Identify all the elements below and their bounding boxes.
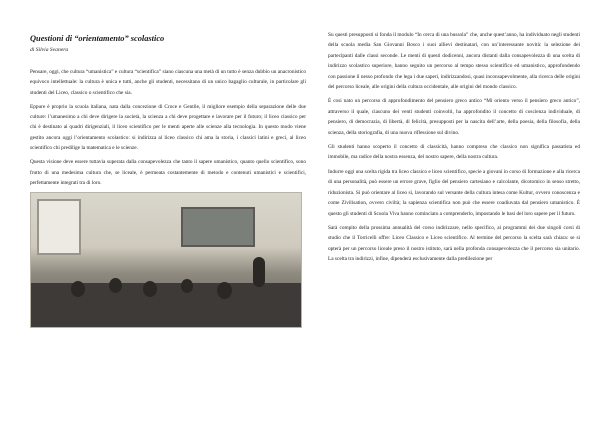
paragraph: Sarà compito della prossima annualità del corso indirizzare, nello specifico, ai programmi dei due singoli corsi di studio che il Torricelli offre: Liceo Classico e Liceo scientifico. Al termine del percorso la scelta sarà chiara: se si opterà per un percorso liceale preso il nostro istituto, sarà nella profonda consapevolezza che il percorso sia unitario. La scelta tra indirizzi, infine, dipenderà esclusivamente dalla predilezione per bbox=[328, 224, 580, 263]
paragraph: Eppure è proprio la scuola italiana, nata dalla concezione di Croce e Gentile, il migliore esempio della separazione delle due culture: l’umanesimo a chi deve dirigere la società, la scienza a chi deve progettare e lavorare per il futuro; il liceo classico per chi è destinato ai quadri dirigenziali, il liceo scientifico per le menti aperte alle scienze alla tecnologia. In questo modo viene gestito ancora oggi l’orientamento scolastico: si indirizza al liceo classico chi ama la storia, i classici latini e greci, al liceo scientifico chi predilige la matematica e le scienze. bbox=[30, 103, 306, 152]
right-column bbox=[328, 30, 580, 269]
paragraph: Gli studenti hanno scoperto il concetto di classicità, hanno compreso che classico non significa passatista ed immobile, ma radice della nostra essenza, del nostro sapere, della nostra cultura. bbox=[328, 144, 580, 161]
paragraph: Pensare, oggi, che cultura “umanistica” e cultura “scientifica” siano ciascuna una metà di un tutto è senza dubbio un anacronistico equivoco intellettuale: la cultura è unica e tutti, anche gli studenti, necessitano di un unico bagaglio culturale, in particolare gli studenti del Liceo, classico o scientifico che sia. bbox=[30, 69, 306, 96]
article-title: Questioni di “orientamento” scolastico bbox=[30, 34, 165, 43]
paragraph: È cosi nato un percorso di approfondimento del pensiero greco antico “Mi oriento verso il pensiero greco antico”, attraverso il quale, ciascuno dei venti studenti coinvolti, ha approfondito il concetto di coscienza individuale, di pensiero, di democrazia, di libertà, di felicità, presupposti per la nascita dell’arte, della poesia, della filosofia, della scienza, della storiografia, di una nuova riflessione sul divino. bbox=[328, 98, 580, 136]
paragraph: Indurre oggi una scelta rigida tra liceo classico e liceo scientifico, specie a giovani in corso di formazione e alla ricerca di una personalità, può essere un errore grave, figlio del pensiero cartesiano e calcolante, dicotomico in senso stretto, riduzionista. Si può orientare al liceo sì, lavorando sul versante della cultura intesa come Kultur, ovvero conoscenza e come Zivilisation, ovvero civiltà; la sapienza scientifica non può che essere coadiuvata dal pensiero umanistico. È questo gli studenti di Scuola Viva hanno cominciato a comprenderlo, impostando le basi del loro sapere per il futuro. bbox=[328, 168, 580, 217]
classroom-photo bbox=[30, 192, 302, 328]
photo-teacher bbox=[253, 257, 265, 287]
left-column bbox=[30, 34, 306, 328]
photo-board bbox=[181, 207, 255, 247]
article-byline: di Silvia Svanera bbox=[30, 47, 69, 53]
paragraph: Questa visione deve essere tuttavia superata dalla consapevolezza che tanto il sapere umanistico, quanto quello scientifico, sono frutto di una medesima cultura che, se liceale, è permeata costantemente di metodo e contenuti umanistici e scientifici, perfettamente integrati tra di loro. bbox=[30, 159, 306, 186]
paragraph: Su questi presupposti si fonda il modulo “In cerca di una bussola” che, anche quest’anno, ha individuato negli studenti della scuola media San Giovanni Bosco i suoi allievi destinatari, con un’interessante novità: la selezione dei partecipanti dalle classi seconde. Le menti di questi dodicenni, ancora distanti dalla consapevolezza di una scelta di indirizzo scolastico superiore, hanno seguito un percorso al tempo stesso scientifico ed umanistico, approfondendo con passione il nesso profondo che lega i due saperi, indirizzandosi, quasi inconsapevolmente, alla ricerca delle origini del percorso liceale, alle origini della cultura occidentale, alle origini del mondo classico. bbox=[328, 32, 580, 91]
photo-window bbox=[37, 199, 81, 255]
